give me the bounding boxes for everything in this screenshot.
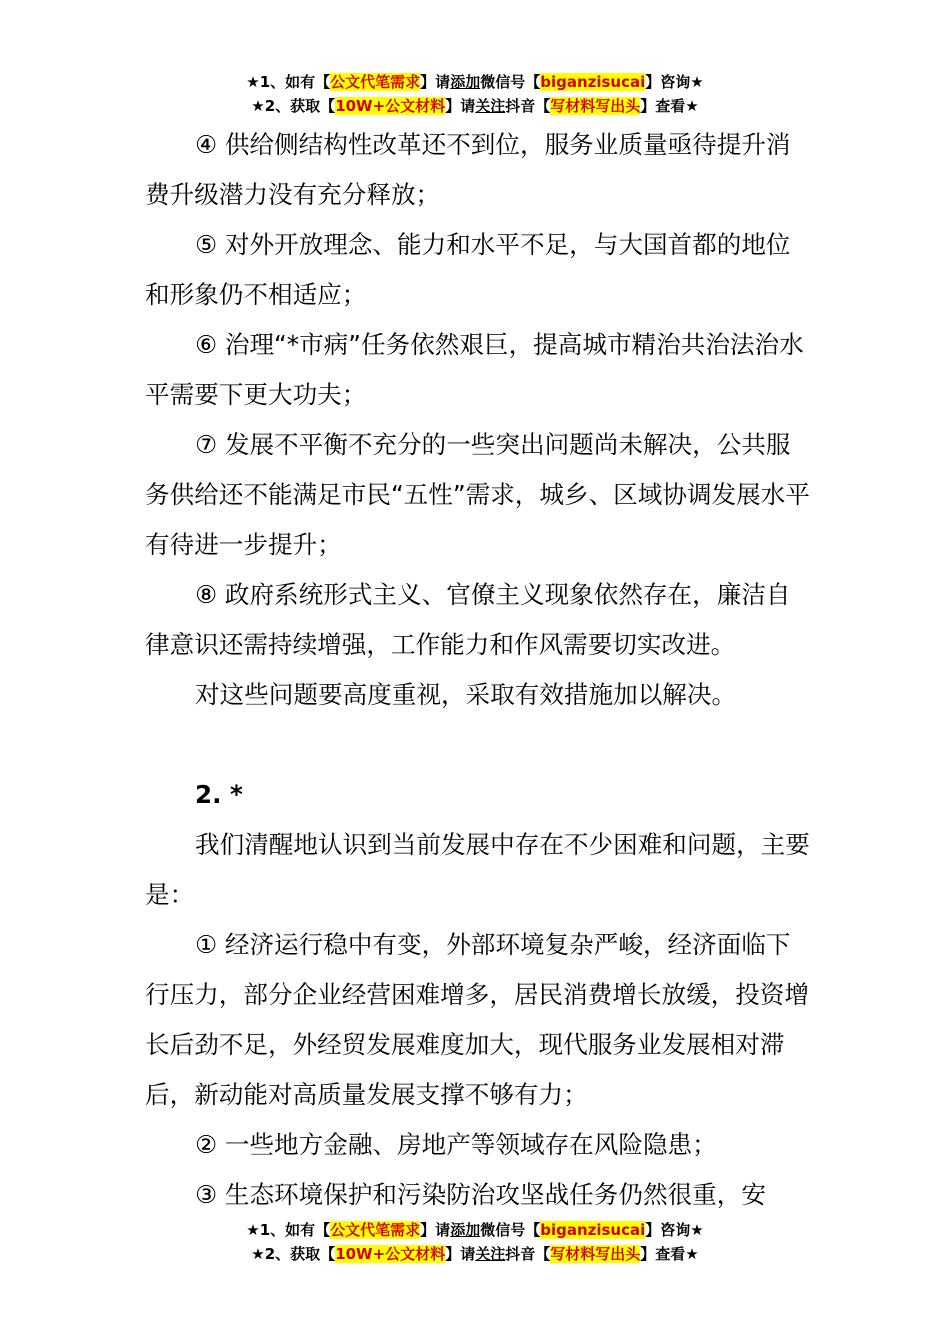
banner-line-2: ★2、获取【10W+公文材料】请关注抖音【写材料写出头】查看★ xyxy=(251,1245,699,1263)
paragraph: ⑥ 治理“*市病”任务依然艰巨，提高城市精治共治法治水平需要下更大功夫； xyxy=(145,330,804,409)
section-heading: 2. * xyxy=(195,780,243,809)
paragraph: 对这些问题要高度重视，采取有效措施加以解决。 xyxy=(195,680,737,709)
banner-line-1: ★1、如有【公文代笔需求】请添加微信号【biganzisucai】咨询★ xyxy=(246,73,704,91)
paragraph: 我们清醒地认识到当前发展中存在不少困难和问题，主要是： xyxy=(145,830,810,909)
paragraph: ⑦ 发展不平衡不充分的一些突出问题尚未解决，公共服务供给还不能满足市民“五性”需求，城乡、区域协调发展水平有待进一步提升； xyxy=(145,430,810,559)
paragraph: ① 经济运行稳中有变，外部环境复杂严峻，经济面临下行压力，部分企业经营困难增多，居民消费增长放缓，投资增长后劲不足，外经贸发展难度加大，现代服务业发展相对滞后，新动能对高质量发展支撑不够有力； xyxy=(145,930,810,1109)
paragraph: ⑧ 政府系统形式主义、官僚主义现象依然存在，廉洁自律意识还需持续增强，工作能力和作风需要切实改进。 xyxy=(145,580,791,659)
header-banner xyxy=(0,70,950,118)
paragraph: ③ 生态环境保护和污染防治攻坚战任务仍然很重，安 xyxy=(195,1180,766,1209)
paragraph: ⑤ 对外开放理念、能力和水平不足，与大国首都的地位和形象仍不相适应； xyxy=(145,230,791,309)
banner-line-2: ★2、获取【10W+公文材料】请关注抖音【写材料写出头】查看★ xyxy=(251,97,699,115)
footer-banner xyxy=(0,1218,950,1266)
paragraph: ④ 供给侧结构性改革还不到位，服务业质量亟待提升消费升级潜力没有充分释放； xyxy=(145,130,791,209)
paragraph: ② 一些地方金融、房地产等领域存在风险隐患； xyxy=(195,1130,717,1159)
banner-line-1: ★1、如有【公文代笔需求】请添加微信号【biganzisucai】咨询★ xyxy=(246,1221,704,1239)
document-body xyxy=(145,120,810,1220)
